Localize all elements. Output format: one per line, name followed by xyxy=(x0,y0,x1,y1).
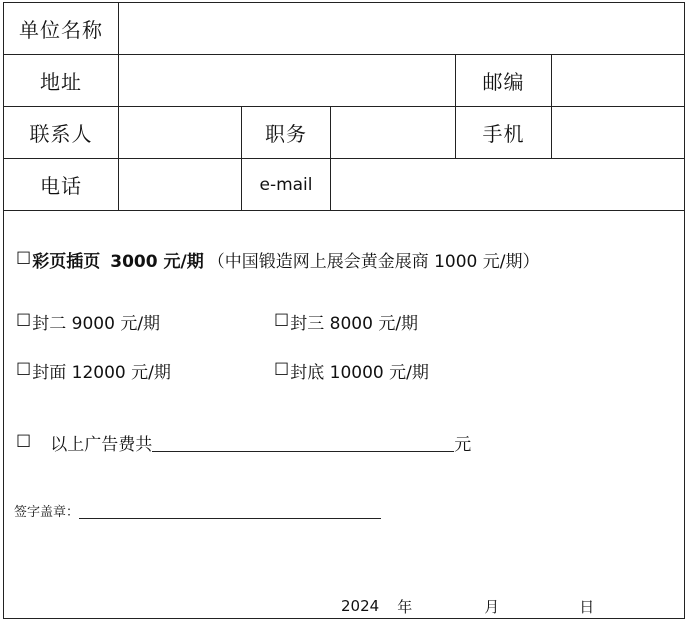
option-color-insert-label: 彩页插页 xyxy=(32,251,101,272)
email-field[interactable] xyxy=(331,159,684,210)
option-front-cover[interactable] xyxy=(16,358,171,382)
option-color-insert-note: （中国锻造网上展会黄金展商 1000 元/期） xyxy=(207,251,540,272)
postcode-field[interactable] xyxy=(552,55,684,106)
mobile-label: 手机 xyxy=(482,122,525,146)
option-color-insert-price: 3000 元/期 xyxy=(110,251,204,272)
phone-label: 电话 xyxy=(40,174,82,198)
option-cover2-label: 封二 9000 元/期 xyxy=(32,313,161,334)
total-line xyxy=(16,429,471,455)
option-cover3[interactable] xyxy=(274,309,418,333)
mobile-field[interactable] xyxy=(552,107,684,158)
total-label: 以上广告费共 xyxy=(50,434,153,455)
position-label: 职务 xyxy=(265,122,307,146)
signature-field[interactable] xyxy=(79,502,381,519)
option-back-cover[interactable] xyxy=(274,358,429,382)
checkbox-icon[interactable]: ☐ xyxy=(16,311,32,331)
option-cover3-label: 封三 8000 元/期 xyxy=(290,313,419,334)
option-back-cover-label: 封底 10000 元/期 xyxy=(290,362,429,383)
email-label: e-mail xyxy=(259,174,313,195)
checkbox-icon[interactable]: ☐ xyxy=(16,432,32,452)
advertising-order-form xyxy=(3,2,685,619)
checkbox-icon[interactable]: ☐ xyxy=(16,360,32,380)
unit-name-label: 单位名称 xyxy=(19,18,103,42)
position-field[interactable] xyxy=(331,107,455,158)
option-color-insert[interactable] xyxy=(16,247,540,271)
total-amount-field[interactable] xyxy=(152,433,454,452)
option-front-cover-label: 封面 12000 元/期 xyxy=(32,362,171,383)
address-label: 地址 xyxy=(40,70,82,94)
address-field[interactable] xyxy=(119,55,455,106)
postcode-label: 邮编 xyxy=(482,70,525,94)
date-year-unit: 年 xyxy=(397,597,413,616)
signature-label: 签字盖章： xyxy=(14,504,80,520)
date-month-unit: 月 xyxy=(484,597,500,616)
checkbox-icon[interactable]: ☐ xyxy=(274,360,290,380)
total-unit: 元 xyxy=(454,434,472,455)
contact-field[interactable] xyxy=(119,107,241,158)
contact-label: 联系人 xyxy=(29,122,93,146)
date-day-unit: 日 xyxy=(579,597,595,616)
unit-name-field[interactable] xyxy=(119,3,684,54)
signature-line xyxy=(14,499,381,521)
date-year: 2024 xyxy=(341,597,380,615)
checkbox-icon[interactable]: ☐ xyxy=(274,311,290,331)
option-cover2[interactable] xyxy=(16,309,160,333)
row-divider xyxy=(4,210,684,211)
checkbox-icon[interactable]: ☐ xyxy=(16,249,32,269)
date-line xyxy=(341,595,594,617)
phone-field[interactable] xyxy=(119,159,241,210)
